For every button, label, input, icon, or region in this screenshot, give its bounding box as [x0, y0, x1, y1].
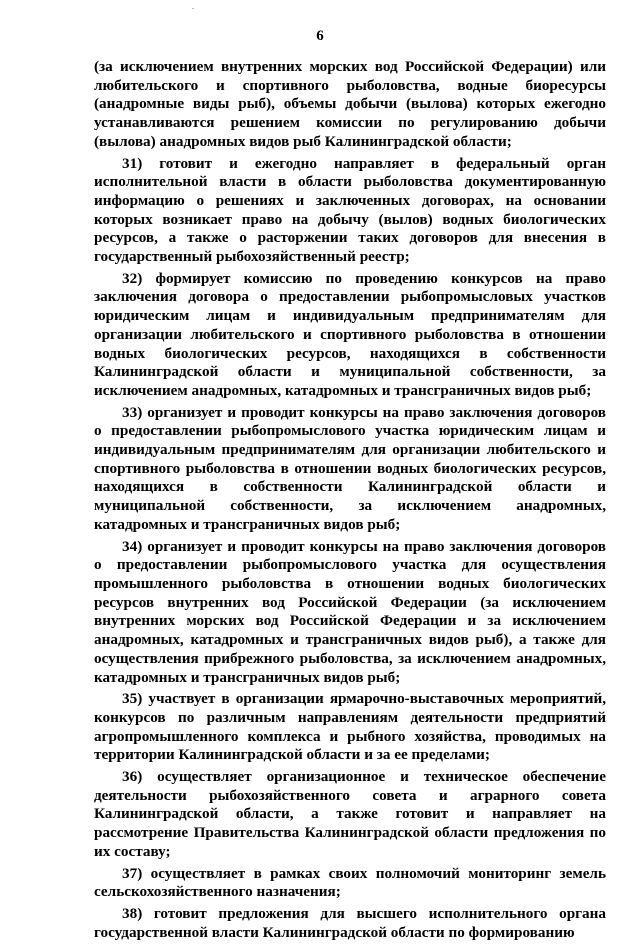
- page-number: 6: [316, 28, 324, 44]
- paragraph-item-34: 34) организует и проводит конкурсы на право заключения договоров о предоставлении рыбопромыслового участка для осуществления промышленного рыболовства в отношении водных биологических ресурсов внутренних вод Российской Федерации (за исключением внутренних морских вод Российской Федерации и за исключением анадромных, катадромных и трансграничных видов рыб), а также для осуществления прибрежного рыболовства, за исключением анадромных, катадромных и трансграничных видов рыб;: [94, 537, 606, 686]
- paragraph-item-33: 33) организует и проводит конкурсы на право заключения договоров о предоставлении рыбопромыслового участка юридическим лицам и индивидуальным предпринимателям для организации любительского и спортивного рыболовства в отношении водных биологических ресурсов, находящихся в собственности Калининградской области и муниципальной собственности, за исключением анадромных, катадромных и трансграничных видов рыб;: [94, 403, 606, 533]
- paragraph-continuation: (за исключением внутренних морских вод Российской Федерации) или любительского и спортивного рыболовства, водные биоресурсы (анадромные виды рыб), объемы добычи (вылова) которых ежегодно устанавливаются решением комиссии по регулированию добычи (вылова) анадромных видов рыб Калининградской области;: [94, 58, 606, 150]
- paragraph-item-36: 36) осуществляет организационное и техническое обеспечение деятельности рыбохозяйственного совета и аграрного совета Калининградской области, а также готовит и направляет на рассмотрение Правительства Калининградской области предложения по их составу;: [94, 768, 606, 860]
- paragraph-item-38: 38) готовит предложения для высшего исполнительного органа государственной власти Калининградской области по формированию: [94, 904, 606, 941]
- paragraph-item-32: 32) формирует комиссию по проведению конкурсов на право заключения договора о предоставлении рыбопромысловых участков юридическим лицам и индивидуальным предпринимателям для организации любительского и спортивного рыболовства в отношении водных биологических ресурсов, находящихся в собственности Калининградской области и муниципальной собственности, за исключением анадромных, катадромных и трансграничных видов рыб;: [94, 269, 606, 399]
- scan-mark: [192, 8, 194, 9]
- paragraph-item-35: 35) участвует в организации ярмарочно-выставочных мероприятий, конкурсов по различным направлениям деятельности предприятий агропромышленного комплекса и рыбного хозяйства, проводимых на территории Калининградской области и за ее пределами;: [94, 690, 606, 764]
- paragraph-item-37: 37) осуществляет в рамках своих полномочий мониторинг земель сельскохозяйственного назначения;: [94, 864, 606, 901]
- paragraph-item-31: 31) готовит и ежегодно направляет в федеральный орган исполнительной власти в области рыболовства документированную информацию о решениях и заключенных договорах, на основании которых возникает право на добычу (вылов) водных биологических ресурсов, а также о расторжении таких договоров для внесения в государственный рыбохозяйственный реестр;: [94, 154, 606, 266]
- document-body: [94, 58, 606, 945]
